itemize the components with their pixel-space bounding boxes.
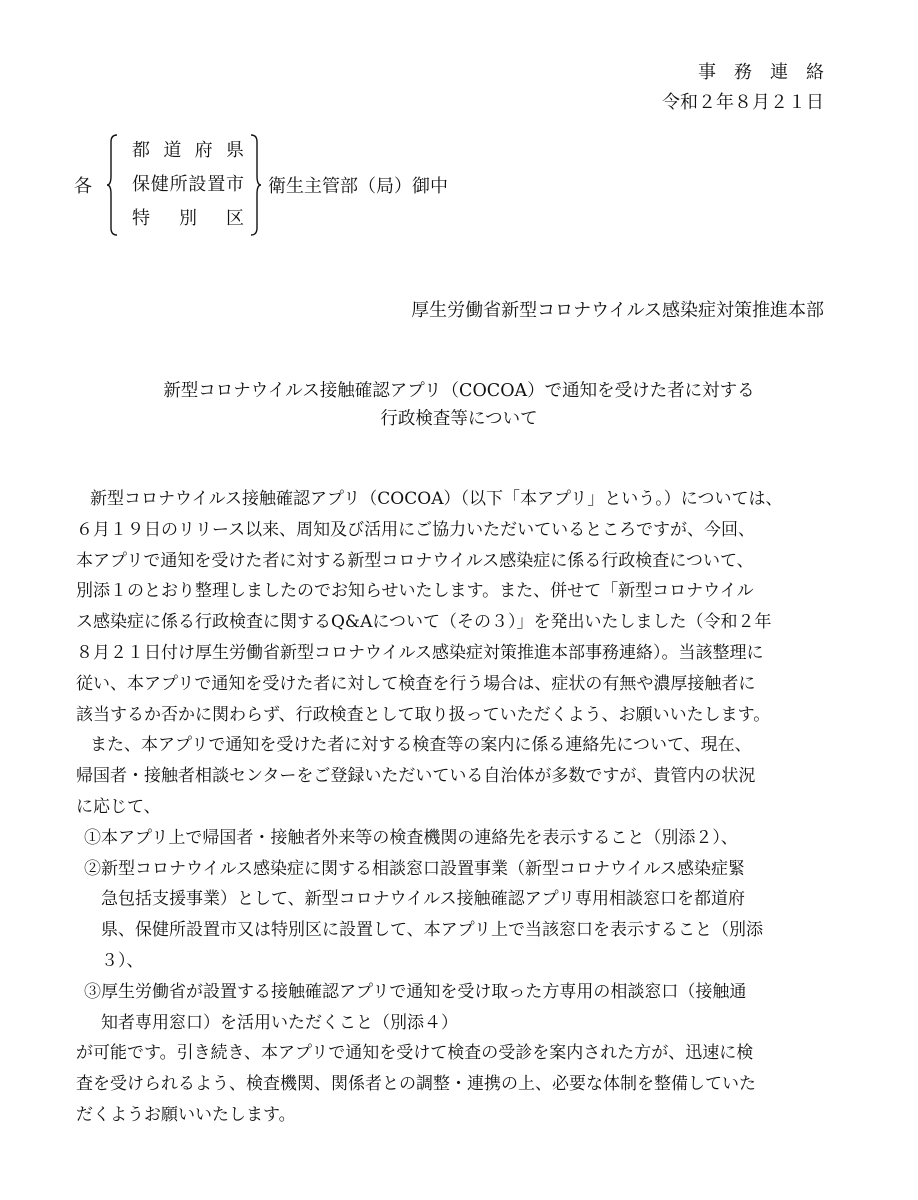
body-line: ６月１９日のリリース以来、周知及び活用にご協力いただいているところですが、今回、 (76, 519, 755, 540)
body-line: 本アプリで通知を受けた者に対する新型コロナウイルス感染症に係る行政検査について、 (76, 550, 754, 571)
list-item: ②新型コロナウイルス感染症に関する相談窓口設置事業（新型コロナウイルス感染症緊 (84, 858, 745, 879)
body-line: ８月２１日付け厚生労働省新型コロナウイルス感染症対策推進本部事務連絡）。当該整理に (76, 642, 764, 663)
addressee-suffix: 衛生主管部（局）御中 (268, 176, 448, 197)
right-brace-icon (250, 134, 262, 236)
body-line: 新型コロナウイルス接触確認アプリ（COCOA）（以下「本アプリ」という。）については、 (90, 489, 783, 509)
document-header (662, 58, 842, 118)
addressee-item: 特別区 (132, 208, 244, 229)
title-line: 行政検査等について (380, 409, 538, 429)
addressee-prefix: 各 (74, 176, 92, 197)
list-item-continuation: 県、保健所設置市又は特別区に設置して、本アプリ上で当該窓口を表示すること（別添 (101, 920, 763, 941)
body-line: 帰国者・接触者相談センターをご登録いただいている自治体が多数ですが、貴管内の状況 (76, 766, 756, 787)
body-line: 査を受けられるよう、検査機関、関係者との調整・連携の上、必要な体制を整備していた (76, 1074, 756, 1095)
document-body (76, 484, 836, 1131)
body-line: に応じて、 (76, 796, 161, 817)
title-line: 新型コロナウイルス接触確認アプリ（COCOA）で通知を受けた者に対する (163, 381, 755, 401)
addressee-item: 保健所設置市 (132, 174, 244, 195)
document-date: 令和２年８月２１日 (662, 92, 824, 113)
body-line: ス感染症に係る行政検査に関するQ&Aについて（その３）」を発出いたしました（令和２年 (76, 612, 772, 633)
left-brace-icon (106, 134, 118, 236)
addressee-list (132, 134, 244, 236)
body-line: また、本アプリで通知を受けた者に対する検査等の案内に係る連絡先について、現在、 (90, 735, 752, 756)
list-item-continuation: 知者専用窓口）を活用いただくこと（別添４） (101, 1012, 458, 1033)
addressee-item: 都道府県 (132, 140, 244, 161)
body-line: 別添１のとおり整理しましたのでお知らせいたします。また、併せて「新型コロナウイル (76, 581, 754, 602)
list-item-continuation: 急包括支援事業）として、新型コロナウイルス接触確認アプリ専用相談窓口を都道府 (101, 889, 745, 910)
body-line: だくようお願いいたします。 (76, 1104, 296, 1125)
body-line: 該当するか否かに関わらず、行政検査として取り扱っていただくよう、お願いいたします。 (76, 704, 771, 725)
list-item-continuation: ３）、 (101, 950, 144, 971)
document-title (0, 377, 918, 433)
body-line: が可能です。引き続き、本アプリで通知を受けて検査の受診を案内された方が、迅速に検 (76, 1043, 754, 1064)
list-item: ①本アプリ上で帰国者・接触者外来等の検査機関の連絡先を表示すること（別添２）、 (84, 827, 738, 848)
list-item: ③厚生労働省が設置する接触確認アプリで通知を受け取った方専用の相談窓口（接触通 (84, 981, 747, 1002)
document-kind: 事務連絡 (698, 62, 842, 83)
body-line: 従い、本アプリで通知を受けた者に対して検査を行う場合は、症状の有無や濃厚接触者に (76, 673, 756, 694)
sender: 厚生労働省新型コロナウイルス感染症対策推進本部 (411, 300, 824, 321)
